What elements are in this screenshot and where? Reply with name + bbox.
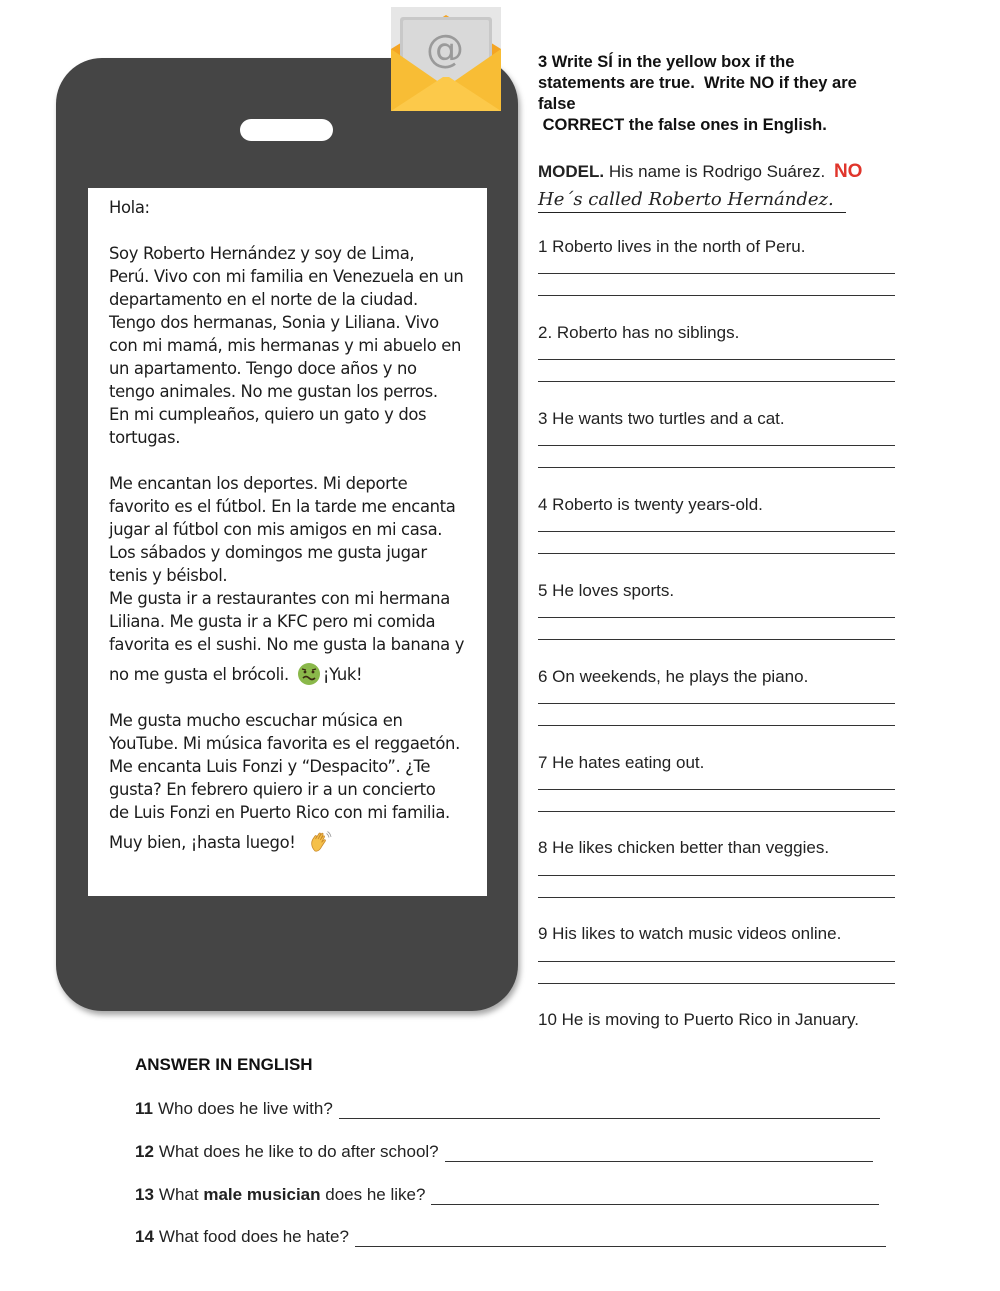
instr-line-4: CORRECT the false ones in English. — [538, 116, 827, 134]
answer-line[interactable] — [538, 725, 895, 726]
email-greeting: Hola: — [109, 198, 150, 217]
answer-line[interactable] — [538, 897, 895, 898]
statement-8: 8 He likes chicken better than veggies. — [538, 838, 830, 857]
email-screen — [88, 188, 487, 896]
email-yuk: ¡Yuk! — [322, 665, 363, 684]
answer-line[interactable] — [538, 875, 895, 876]
model-line — [538, 161, 862, 183]
answer-line[interactable] — [538, 553, 895, 554]
answer-line[interactable] — [538, 531, 895, 532]
instr-line-1: 3 Write SÍ in the yellow box if the — [538, 53, 795, 71]
question-11 — [135, 1099, 880, 1119]
instr-line-3: false — [538, 95, 576, 113]
statement-5: 5 He loves sports. — [538, 581, 675, 600]
answer-line[interactable] — [538, 467, 895, 468]
answer-line[interactable] — [538, 983, 895, 984]
answer-line[interactable] — [538, 445, 895, 446]
email-paragraph-1: Soy Roberto Hernández y soy de Lima, Perú. Vivo con mi familia en Venezuela en un departamento en el norte de la ciudad. Tengo dos hermanas, Sonia y Liliana. Vivo con mi mamá, mis hermanas y mi abuelo en un apartamento. Tengo doce años y no tengo animales. No me gustan los perros. En mi cumpleaños, quiero un gato y dos tortugas. — [109, 244, 464, 447]
question-number: 13 — [135, 1185, 154, 1204]
exercise-instructions — [538, 52, 978, 136]
email-envelope-icon — [391, 7, 501, 111]
answer-blank[interactable] — [431, 1188, 879, 1205]
answer-blank[interactable] — [355, 1230, 886, 1247]
question-text: Who does he live with? — [157, 1099, 333, 1118]
model-answer: He´s called Roberto Hernández. — [538, 187, 846, 213]
question-text: What food does he hate? — [158, 1227, 349, 1246]
question-number: 11 — [135, 1099, 153, 1118]
statement-2: 2. Roberto has no siblings. — [538, 323, 740, 342]
svg-text:@: @ — [426, 27, 464, 71]
answer-blank[interactable] — [445, 1145, 873, 1162]
model-verdict: NO — [833, 161, 863, 182]
question-number: 12 — [135, 1142, 154, 1161]
model-label: MODEL. — [538, 162, 605, 181]
answer-line[interactable] — [538, 381, 895, 382]
answer-line[interactable] — [538, 811, 895, 812]
answer-line[interactable] — [538, 617, 895, 618]
sick-face-emoji-icon — [297, 662, 321, 686]
answer-blank[interactable] — [339, 1102, 880, 1119]
question-text-pre: What — [158, 1185, 199, 1204]
question-text-bold: male musician — [203, 1185, 321, 1204]
email-closing: Muy bien, ¡hasta luego! — [109, 833, 296, 852]
email-paragraph-2-end — [109, 662, 477, 686]
question-text-post: does he like? — [325, 1185, 426, 1204]
instr-line-2: statements are true. Write NO if they are — [538, 74, 857, 92]
statement-10: 10 He is moving to Puerto Rico in January. — [538, 1010, 859, 1029]
answer-line[interactable] — [538, 295, 895, 296]
answer-line[interactable] — [538, 961, 895, 962]
question-14 — [135, 1227, 886, 1247]
answer-line[interactable] — [538, 273, 895, 274]
phone-speaker — [240, 119, 333, 141]
statement-9: 9 His likes to watch music videos online. — [538, 924, 842, 943]
question-text: What does he like to do after school? — [158, 1142, 439, 1161]
answer-heading: ANSWER IN ENGLISH — [135, 1055, 313, 1074]
statement-3: 3 He wants two turtles and a cat. — [538, 409, 785, 428]
answer-line[interactable] — [538, 703, 895, 704]
email-brocoli-line: no me gusta el brócoli. — [109, 665, 289, 684]
answer-line[interactable] — [538, 789, 895, 790]
statement-6: 6 On weekends, he plays the piano. — [538, 667, 809, 686]
email-paragraph-2: Me encantan los deportes. Mi deporte favorito es el fútbol. En la tarde me encanta jugar al fútbol con mis amigos en mi casa. Los sábados y domingos me gusta jugar tenis y béisbol. Me gusta ir a restaurantes con mi hermana Liliana. Me gusta ir a KFC pero mi comida favorita es el sushi. No me gusta la banana y — [109, 474, 465, 654]
question-number: 14 — [135, 1227, 154, 1246]
statement-4: 4 Roberto is twenty years-old. — [538, 495, 763, 514]
waving-hand-icon — [308, 830, 332, 854]
statement-1: 1 Roberto lives in the north of Peru. — [538, 237, 806, 256]
answer-line[interactable] — [538, 639, 895, 640]
email-paragraph-3: Me gusta mucho escuchar música en YouTube. Mi música favorita es el reggaetón. Me encanta Luis Fonzi y “Despacito”. ¿Te gusta? En febrero quiero ir a un concierto de Luis Fonzi en Puerto Rico con mi familia. — [109, 711, 460, 822]
question-13 — [135, 1185, 879, 1205]
question-12 — [135, 1142, 873, 1162]
model-statement: His name is Rodrigo Suárez. — [608, 162, 826, 181]
email-closing-line — [109, 830, 477, 854]
statement-7: 7 He hates eating out. — [538, 753, 705, 772]
answer-line[interactable] — [538, 359, 895, 360]
